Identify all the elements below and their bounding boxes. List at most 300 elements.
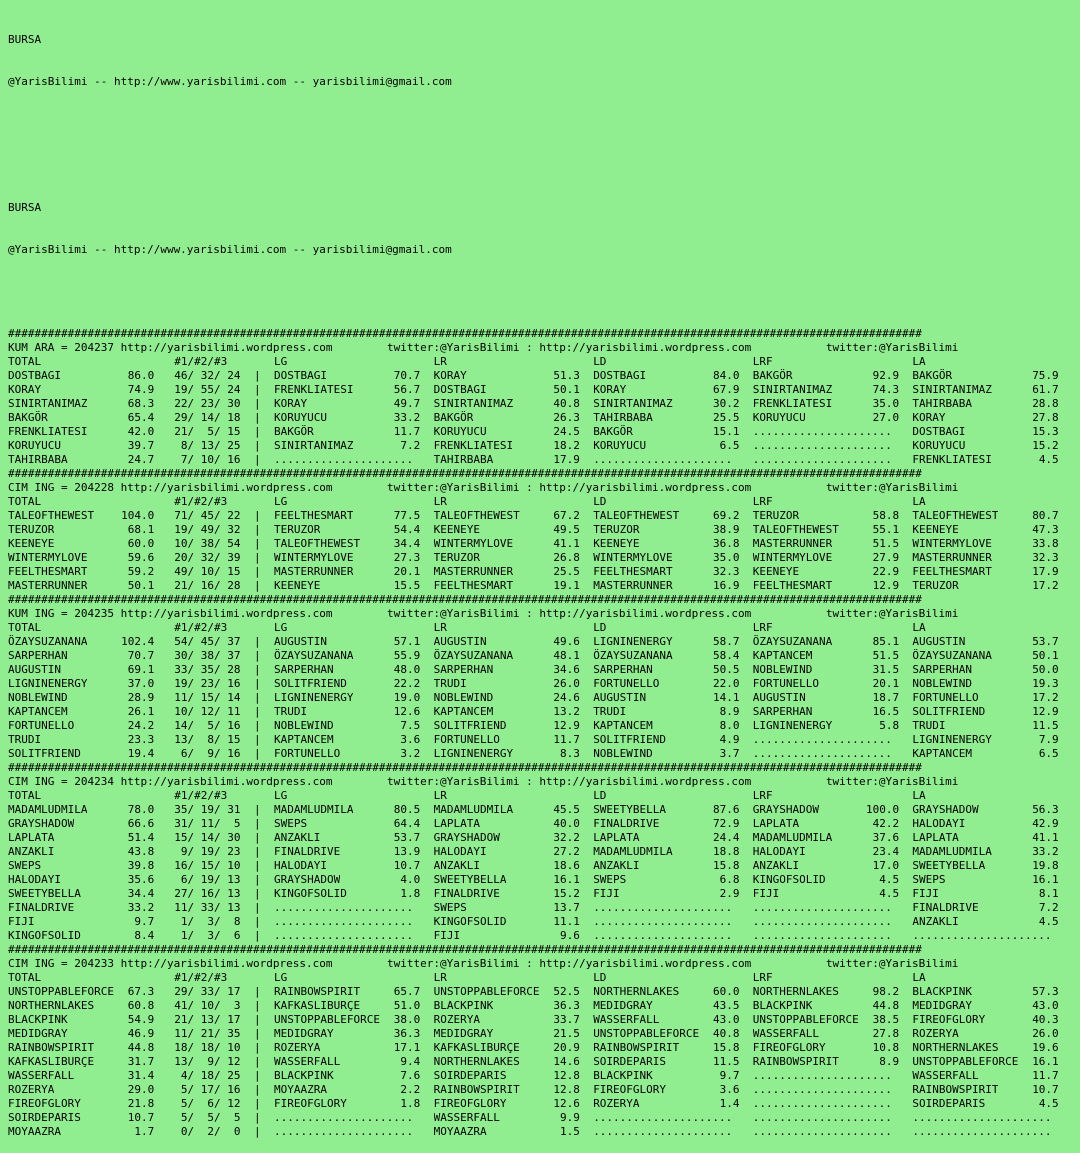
lr-score: 26.3: [553, 411, 580, 424]
lr-horse: MASTERRUNNER: [433, 565, 514, 578]
ld-horse: TRUDI: [593, 705, 627, 718]
la-score: 50.1: [1032, 649, 1059, 662]
separator-line: ##########################################################################################################################################: [8, 467, 922, 480]
lrf-horse: TALEOFTHEWEST: [752, 523, 839, 536]
lr-horse: KAPTANCEM: [433, 705, 494, 718]
lr-horse: SINIRTANIMAZ: [433, 397, 514, 410]
column-divider: |: [254, 649, 261, 662]
column-divider: |: [254, 831, 261, 844]
la-score: 17.2: [1032, 691, 1059, 704]
lrf-horse: KAPTANCEM: [752, 649, 813, 662]
la-horse: NORTHERNLAKES: [912, 1041, 999, 1054]
lrf-horse: SARPERHAN: [752, 705, 813, 718]
table-row: [8, 901, 1080, 915]
total-score: 29.0: [127, 1083, 155, 1096]
lg-horse: KAPTANCEM: [274, 733, 334, 746]
lrf-score: 8.9: [879, 1055, 900, 1068]
lg-horse: KORAY: [274, 397, 308, 410]
column-divider: |: [254, 411, 261, 424]
table-row: [8, 425, 1080, 439]
lg-score: 7.6: [400, 1069, 421, 1082]
lrf-horse: KORUYUCU: [752, 411, 806, 424]
ld-horse: KEENEYE: [593, 537, 640, 550]
column-divider: |: [254, 719, 261, 732]
promo-twitter-handle: twitter:@YarisBilimi: [825, 775, 959, 788]
lr-score: 40.0: [553, 817, 580, 830]
lr-score: 48.1: [553, 649, 580, 662]
placings: 0/ 2/ 0: [174, 1125, 241, 1138]
lr-score: 12.6: [553, 1097, 580, 1110]
placings: 6/ 19/ 13: [174, 873, 241, 886]
lr-horse: NORTHERNLAKES: [433, 1055, 520, 1068]
lg-score: 48.0: [393, 663, 421, 676]
column-header: [8, 355, 1080, 369]
lr-horse: NOBLEWIND: [433, 691, 494, 704]
race-header: [8, 481, 1080, 495]
lg-score: 53.7: [393, 831, 421, 844]
ld-score: 16.9: [712, 579, 740, 592]
lg-horse: SWEPS: [274, 817, 308, 830]
la-horse: FORTUNELLO: [912, 691, 979, 704]
column-divider: |: [254, 887, 261, 900]
la-horse: SARPERHAN: [912, 663, 972, 676]
lr-score: 18.2: [553, 439, 580, 452]
total-score: 104.0: [121, 509, 155, 522]
lg-horse: UNSTOPPABLEFORCE: [274, 1013, 380, 1026]
lr-horse: RAINBOWSPIRIT: [433, 1083, 520, 1096]
total-score: 43.8: [127, 845, 155, 858]
lg-score: 70.7: [393, 369, 421, 382]
lr-horse: SOLITFRIEND: [433, 719, 507, 732]
ld-horse: .....................: [593, 453, 733, 466]
placings: 29/ 33/ 17: [174, 985, 241, 998]
la-score: 33.2: [1032, 845, 1059, 858]
column-divider: |: [254, 397, 261, 410]
lr-score: 40.8: [553, 397, 580, 410]
lrf-score: 17.0: [872, 859, 900, 872]
col-lg: LG: [274, 621, 288, 634]
lr-horse: BLACKPINK: [433, 999, 494, 1012]
col-total: TOTAL: [8, 789, 42, 802]
column-divider: |: [254, 383, 261, 396]
column-divider: |: [254, 859, 261, 872]
total-score: 50.1: [127, 579, 155, 592]
ld-horse: .....................: [593, 1125, 733, 1138]
la-score: 10.7: [1032, 1083, 1059, 1096]
column-divider: |: [254, 999, 261, 1012]
lr-horse: UNSTOPPABLEFORCE: [433, 985, 540, 998]
placings: 10/ 12/ 11: [174, 705, 241, 718]
promo-twitter-link: twitter:@YarisBilimi : http://yarisbilimi.wordpress.com: [387, 607, 752, 620]
lr-score: 26.8: [553, 551, 580, 564]
la-horse: .....................: [912, 929, 1052, 942]
table-row: [8, 859, 1080, 873]
la-horse: FIJI: [912, 887, 939, 900]
promo-twitter-link: twitter:@YarisBilimi : http://yarisbilimi.wordpress.com: [387, 957, 752, 970]
lr-score: 25.5: [553, 565, 580, 578]
lrf-score: 58.8: [872, 509, 900, 522]
ld-score: 8.0: [719, 719, 740, 732]
ld-horse: FORTUNELLO: [593, 677, 660, 690]
lg-horse: FEELTHESMART: [274, 509, 354, 522]
lr-horse: FIJI: [433, 929, 461, 942]
total-score: 60.8: [127, 999, 155, 1012]
ld-score: 67.9: [712, 383, 740, 396]
la-horse: HALODAYI: [912, 817, 966, 830]
lrf-horse: KINGOFSOLID: [752, 873, 826, 886]
col-lr: LR: [433, 355, 447, 368]
horse-name: HALODAYI: [8, 873, 61, 886]
la-score: 11.5: [1032, 719, 1059, 732]
ld-score: 40.8: [712, 1027, 740, 1040]
lg-score: 3.6: [400, 733, 421, 746]
race-header: [8, 957, 1080, 971]
lg-horse: TRUDI: [274, 705, 308, 718]
table-row: [8, 803, 1080, 817]
total-score: 31.4: [127, 1069, 155, 1082]
ld-horse: RAINBOWSPIRIT: [593, 1041, 680, 1054]
lr-horse: MEDIDGRAY: [433, 1027, 494, 1040]
lr-score: 24.6: [553, 691, 580, 704]
table-row: [8, 845, 1080, 859]
column-header: [8, 621, 1080, 635]
lr-horse: FIREOFGLORY: [433, 1097, 507, 1110]
ld-score: 9.7: [719, 1069, 740, 1082]
ld-score: 72.9: [712, 817, 740, 830]
lg-horse: NOBLEWIND: [274, 719, 334, 732]
lrf-score: 37.6: [872, 831, 900, 844]
lrf-horse: WASSERFALL: [752, 1027, 820, 1040]
lg-score: 27.3: [393, 551, 421, 564]
column-divider: |: [254, 663, 261, 676]
la-score: 56.3: [1032, 803, 1059, 816]
lg-horse: ANZAKLI: [274, 831, 321, 844]
col-lg: LG: [274, 495, 288, 508]
col-lrf: LRF: [752, 621, 773, 634]
placings: 46/ 32/ 24: [174, 369, 241, 382]
lg-horse: BLACKPINK: [274, 1069, 334, 1082]
la-score: 4.5: [1038, 453, 1059, 466]
lr-score: 8.3: [560, 747, 580, 760]
lg-horse: MASTERRUNNER: [274, 565, 354, 578]
lrf-horse: LAPLATA: [752, 817, 800, 830]
table-row: [8, 439, 1080, 453]
ld-horse: NORTHERNLAKES: [593, 985, 680, 998]
lrf-horse: AUGUSTIN: [752, 691, 806, 704]
horse-name: SARPERHAN: [8, 649, 68, 662]
col-placings: #1/#2/#3: [174, 621, 228, 634]
horse-name: ÖZAYSUZANANA: [8, 635, 88, 648]
lrf-horse: KEENEYE: [752, 565, 800, 578]
ld-horse: FINALDRIVE: [593, 817, 660, 830]
ld-score: 30.2: [712, 397, 740, 410]
lrf-horse: .....................: [752, 439, 892, 452]
horse-name: FIJI: [8, 915, 35, 928]
lrf-horse: .....................: [752, 915, 892, 928]
table-row: [8, 369, 1080, 383]
ld-score: 14.1: [712, 691, 740, 704]
lg-horse: FIREOFGLORY: [274, 1097, 347, 1110]
separator-line: ##########################################################################################################################################: [8, 327, 922, 340]
lg-horse: KAFKASLIBURÇE: [274, 999, 361, 1012]
lg-horse: FINALDRIVE: [274, 845, 341, 858]
lr-score: 9.9: [560, 1111, 580, 1124]
table-row: [8, 663, 1080, 677]
lr-score: 12.8: [553, 1069, 580, 1082]
total-score: 54.9: [127, 1013, 155, 1026]
column-divider: |: [254, 901, 261, 914]
column-divider: |: [254, 1013, 261, 1026]
placings: 10/ 38/ 54: [174, 537, 241, 550]
la-score: 26.0: [1032, 1027, 1059, 1040]
lg-score: 51.0: [393, 999, 421, 1012]
lr-score: 49.6: [553, 635, 580, 648]
horse-name: LAPLATA: [8, 831, 55, 844]
table-row: [8, 1013, 1080, 1027]
total-score: 24.7: [127, 453, 155, 466]
col-la: LA: [912, 355, 926, 368]
section-separator: [8, 943, 1080, 957]
col-total: TOTAL: [8, 355, 42, 368]
horse-name: DOSTBAGI: [8, 369, 61, 382]
col-total: TOTAL: [8, 495, 42, 508]
lg-score: 65.7: [393, 985, 421, 998]
horse-name: SWEETYBELLA: [8, 887, 81, 900]
horse-name: FINALDRIVE: [8, 901, 75, 914]
la-horse: RAINBOWSPIRIT: [912, 1083, 999, 1096]
table-row: [8, 719, 1080, 733]
column-divider: |: [254, 747, 261, 760]
column-divider: |: [254, 803, 261, 816]
separator-line: ##########################################################################################################################################: [8, 593, 922, 606]
la-horse: SWEETYBELLA: [912, 859, 986, 872]
ld-horse: KAPTANCEM: [593, 719, 653, 732]
ld-horse: MADAMLUDMILA: [593, 845, 673, 858]
col-ld: LD: [593, 621, 607, 634]
lrf-horse: FORTUNELLO: [752, 677, 820, 690]
la-score: 57.3: [1032, 985, 1059, 998]
col-lrf: LRF: [752, 495, 773, 508]
lg-horse: RAINBOWSPIRIT: [274, 985, 361, 998]
horse-name: MEDIDGRAY: [8, 1027, 68, 1040]
la-score: 17.9: [1032, 565, 1059, 578]
horse-name: KAFKASLIBURÇE: [8, 1055, 95, 1068]
table-row: [8, 1055, 1080, 1069]
column-header: [8, 971, 1080, 985]
column-divider: |: [254, 845, 261, 858]
total-score: 26.1: [127, 705, 155, 718]
lrf-score: 35.0: [872, 397, 900, 410]
column-divider: |: [254, 579, 261, 592]
lrf-horse: FIREOFGLORY: [752, 1041, 826, 1054]
total-score: 21.8: [127, 1097, 155, 1110]
column-divider: |: [254, 915, 261, 928]
lg-horse: TALEOFTHEWEST: [274, 537, 361, 550]
lg-score: 19.0: [393, 691, 421, 704]
col-ld: LD: [593, 495, 607, 508]
lr-horse: AUGUSTIN: [433, 635, 487, 648]
table-row: [8, 397, 1080, 411]
lrf-horse: WINTERMYLOVE: [752, 551, 833, 564]
lg-horse: .....................: [274, 901, 414, 914]
lrf-horse: BLACKPINK: [752, 999, 813, 1012]
lrf-score: 74.3: [872, 383, 900, 396]
column-divider: |: [254, 523, 261, 536]
horse-name: MASTERRUNNER: [8, 579, 88, 592]
la-horse: UNSTOPPABLEFORCE: [912, 1055, 1019, 1068]
lg-horse: SARPERHAN: [274, 663, 334, 676]
column-divider: |: [254, 537, 261, 550]
placings: 8/ 13/ 25: [174, 439, 241, 452]
ld-horse: BAKGÖR: [593, 425, 633, 438]
lr-score: 16.1: [553, 873, 580, 886]
lrf-horse: .....................: [752, 1125, 892, 1138]
horse-name: LIGNINENERGY: [8, 677, 88, 690]
la-horse: BAKGÖR: [912, 369, 953, 382]
table-row: [8, 733, 1080, 747]
lg-horse: .....................: [274, 915, 414, 928]
placings: 5/ 17/ 16: [174, 1083, 241, 1096]
table-row: [8, 999, 1080, 1013]
total-score: 66.6: [127, 817, 155, 830]
table-row: [8, 1111, 1080, 1125]
report-contact-line: @YarisBilimi -- http://www.yarisbilimi.com -- yarisbilimi@gmail.com: [8, 75, 452, 88]
lg-horse: .....................: [274, 1111, 414, 1124]
lr-score: 27.2: [553, 845, 580, 858]
ld-horse: LAPLATA: [593, 831, 640, 844]
lrf-horse: MASTERRUNNER: [752, 537, 833, 550]
la-horse: KAPTANCEM: [912, 747, 972, 760]
col-lr: LR: [433, 495, 447, 508]
lrf-score: 16.5: [872, 705, 900, 718]
la-score: 15.3: [1032, 425, 1059, 438]
la-horse: KEENEYE: [912, 523, 959, 536]
la-horse: FEELTHESMART: [912, 565, 992, 578]
lr-horse: FRENKLIATESI: [433, 439, 514, 452]
table-row: [8, 677, 1080, 691]
table-row: [8, 551, 1080, 565]
race-title: KUM ING = 204235 http://yarisbilimi.wordpress.com: [8, 607, 333, 620]
total-score: 39.8: [127, 859, 155, 872]
table-row: [8, 915, 1080, 929]
race-title: CIM ING = 204228 http://yarisbilimi.wordpress.com: [8, 481, 333, 494]
lr-score: 11.1: [553, 915, 580, 928]
lr-score: 26.0: [553, 677, 580, 690]
col-ld: LD: [593, 789, 607, 802]
lg-score: 38.0: [393, 1013, 421, 1026]
lrf-score: 51.5: [872, 649, 900, 662]
lg-score: 55.9: [393, 649, 421, 662]
lrf-horse: ÖZAYSUZANANA: [752, 635, 833, 648]
ld-score: 24.4: [712, 831, 740, 844]
lg-horse: MOYAAZRA: [274, 1083, 327, 1096]
horse-name: TALEOFTHEWEST: [8, 509, 95, 522]
column-divider: |: [254, 677, 261, 690]
table-row: [8, 705, 1080, 719]
total-score: 60.0: [127, 537, 155, 550]
ld-score: 32.3: [712, 565, 740, 578]
column-divider: |: [254, 1111, 261, 1124]
lrf-horse: HALODAYI: [752, 845, 806, 858]
section-separator: [8, 593, 1080, 607]
table-row: [8, 411, 1080, 425]
lrf-horse: NOBLEWIND: [752, 663, 813, 676]
ld-horse: TAHIRBABA: [593, 411, 653, 424]
placings: 21/ 13/ 17: [174, 1013, 241, 1026]
lrf-horse: .....................: [752, 733, 892, 746]
total-score: 10.7: [127, 1111, 155, 1124]
la-horse: FRENKLIATESI: [912, 453, 992, 466]
ld-horse: BLACKPINK: [593, 1069, 653, 1082]
lrf-score: 55.1: [872, 523, 900, 536]
placings: 16/ 15/ 10: [174, 859, 241, 872]
column-divider: |: [254, 929, 261, 942]
horse-name: NOBLEWIND: [8, 691, 68, 704]
total-score: 68.1: [127, 523, 155, 536]
lrf-horse: .....................: [752, 1097, 892, 1110]
lr-horse: MADAMLUDMILA: [433, 803, 514, 816]
lr-horse: BAKGÖR: [433, 411, 474, 424]
horse-name: KAPTANCEM: [8, 705, 68, 718]
la-horse: BLACKPINK: [912, 985, 972, 998]
lrf-score: 18.7: [872, 691, 900, 704]
ld-horse: .....................: [593, 915, 733, 928]
lrf-score: 22.9: [872, 565, 900, 578]
table-row: [8, 1125, 1080, 1139]
ld-score: 38.9: [712, 523, 740, 536]
la-score: 43.0: [1032, 999, 1059, 1012]
total-score: 31.7: [127, 1055, 155, 1068]
lrf-score: 20.1: [872, 677, 900, 690]
column-divider: |: [254, 453, 261, 466]
placings: 11/ 21/ 35: [174, 1027, 241, 1040]
lrf-horse: GRAYSHADOW: [752, 803, 820, 816]
lg-horse: ROZERYA: [274, 1041, 321, 1054]
col-lr: LR: [433, 971, 447, 984]
ld-horse: KORUYUCU: [593, 439, 647, 452]
lg-score: 57.1: [393, 635, 421, 648]
horse-name: RAINBOWSPIRIT: [8, 1041, 95, 1054]
lr-score: 36.3: [553, 999, 580, 1012]
table-row: [8, 579, 1080, 593]
lg-horse: FRENKLIATESI: [274, 383, 354, 396]
lg-horse: SINIRTANIMAZ: [274, 439, 354, 452]
la-horse: WINTERMYLOVE: [912, 537, 992, 550]
placings: 11/ 33/ 13: [174, 901, 241, 914]
horse-name: FRENKLIATESI: [8, 425, 88, 438]
lrf-horse: .....................: [752, 901, 892, 914]
ld-horse: WASSERFALL: [593, 1013, 660, 1026]
ld-score: 87.6: [712, 803, 740, 816]
lr-horse: WINTERMYLOVE: [433, 537, 514, 550]
horse-name: TERUZOR: [8, 523, 55, 536]
horse-name: WINTERMYLOVE: [8, 551, 88, 564]
spacer: [8, 159, 1080, 173]
column-divider: |: [254, 565, 261, 578]
table-row: [8, 1069, 1080, 1083]
lg-horse: FORTUNELLO: [274, 747, 341, 760]
lr-score: 18.6: [553, 859, 580, 872]
ld-horse: WINTERMYLOVE: [593, 551, 673, 564]
lg-horse: BAKGÖR: [274, 425, 314, 438]
col-placings: #1/#2/#3: [174, 971, 228, 984]
lr-score: 67.2: [553, 509, 580, 522]
horse-name: FEELTHESMART: [8, 565, 88, 578]
lrf-score: 31.5: [872, 663, 900, 676]
col-lg: LG: [274, 355, 288, 368]
lg-score: 7.2: [400, 439, 421, 452]
total-score: 44.8: [127, 1041, 155, 1054]
